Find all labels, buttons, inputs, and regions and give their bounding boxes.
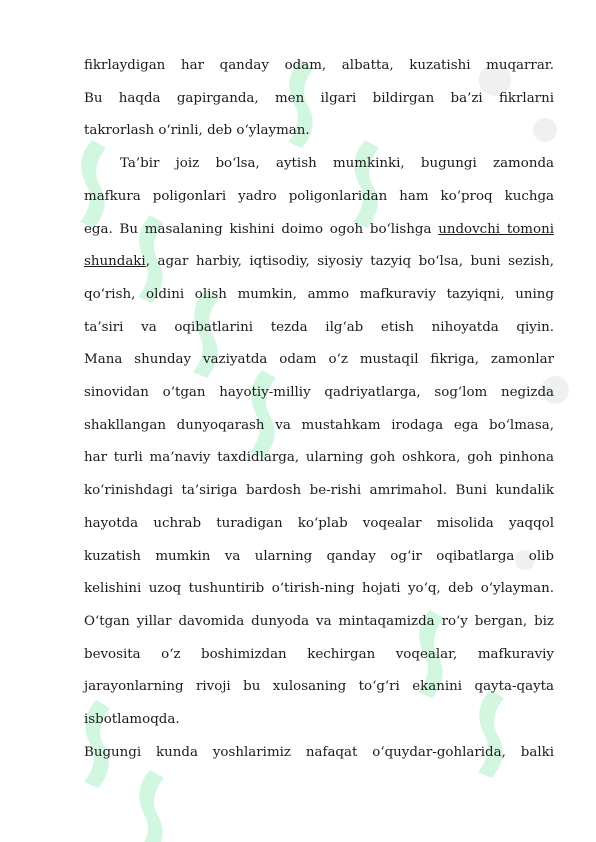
- underlined-text: undovchi tomoni: [438, 221, 554, 237]
- paragraph-3: [84, 737, 554, 770]
- line: ta’siri va oqibatlarini tezda ilg‘ab etish nihoyatda qiyin.: [84, 319, 554, 335]
- line: mafkura poligonlari yadro poligonlaridan ham ko‘proq kuchga: [84, 188, 554, 204]
- paragraph-2-line-1: [84, 148, 554, 181]
- line: sinovidan o‘tgan hayotiy-milliy qadriyatlarga, sog‘lom negizda: [84, 385, 554, 401]
- line: kelishini uzoq tushuntirib o‘tirish-ning hojati yo‘q, deb o‘ylayman.: [84, 581, 554, 597]
- line: isbotlamoqda.: [84, 712, 180, 728]
- line: qo‘rish, oldini olish mumkin, ammo mafkuraviy tazyiqni, uning: [84, 286, 554, 302]
- line: Bu haqda gapirganda, men ilgari bildirgan ba’zi fikrlarni: [84, 90, 554, 106]
- line: har turli ma’naviy taxdidlarga, ularning goh oshkora, goh pinhona: [84, 450, 554, 466]
- line: bevosita o‘z boshimizdan kechirgan voqealar, mafkuraviy: [84, 646, 554, 662]
- underlined-text: shundaki: [84, 254, 146, 270]
- line: takrorlash o‘rinli, deb o‘ylayman.: [84, 123, 310, 139]
- line: Ta’bir joiz bo‘lsa, aytish mumkinki, bugungi zamonda: [120, 156, 554, 172]
- line: O‘tgan yillar davomida dunyoda va mintaqamizda ro‘y bergan, biz: [84, 613, 554, 629]
- line: ko‘rinishdagi ta’siriga bardosh be-rishi amrimahol. Buni kundalik: [84, 483, 554, 499]
- line: jarayonlarning rivoji bu xulosaning to‘g‘ri ekanini qayta-qayta: [84, 679, 554, 695]
- paragraph-2-end: [84, 704, 554, 737]
- line: Mana shunday vaziyatda odam o‘z mustaqil fikriga, zamonlar: [84, 352, 554, 368]
- line: fikrlaydigan har qanday odam, albatta, kuzatishi muqarrar.: [84, 58, 554, 73]
- line: kuzatish mumkin va ularning qanday og‘ir oqibatlarga olib: [84, 548, 554, 564]
- line: , agar harbiy, iqtisodiy, siyosiy tazyiq bo‘lsa, buni sezish,: [145, 254, 554, 270]
- line: hayotda uchrab turadigan ko‘plab voqealar misolida yaqqol: [84, 515, 554, 531]
- line: Bugungi kunda yoshlarimiz nafaqat o‘quydar-gohlarida, balki: [84, 744, 554, 760]
- paragraph-1-end: [84, 115, 554, 148]
- paragraph-2-body: [84, 181, 554, 704]
- document-page: [84, 50, 554, 769]
- paragraph-1: [84, 50, 554, 115]
- line: ega. Bu masalaning kishini doimo ogoh bo‘lishga: [84, 221, 439, 237]
- line: shakllangan dunyoqarash va mustahkam irodaga ega bo‘lmasa,: [84, 417, 554, 433]
